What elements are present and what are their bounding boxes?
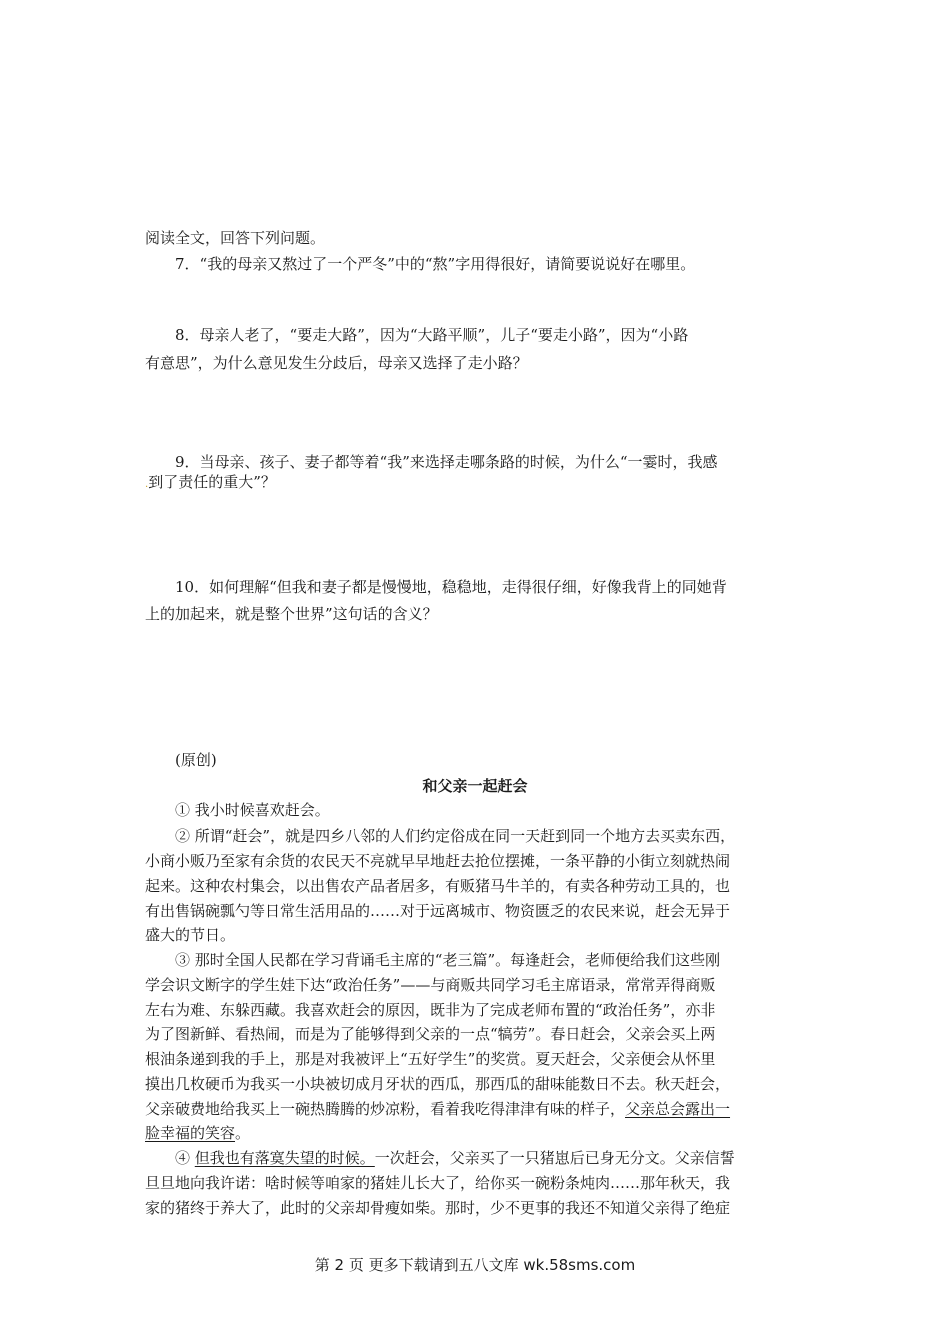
article-title: 和父亲一起赶会 bbox=[422, 777, 528, 795]
reading-instruction: 阅读全文，回答下列问题。 bbox=[145, 229, 326, 247]
paragraph-3-line-4: 为了图新鲜、看热闹，而是为了能够得到父亲的一点“犒劳”。春日赶会，父亲会买上两 bbox=[145, 1025, 716, 1043]
paragraph-2-line-3: 起来。这种农村集会，以出售农产品者居多，有贩猪马牛羊的，有卖各种劳动工具的，也 bbox=[145, 877, 731, 895]
question-10-line-1: 10．如何理解“但我和妻子都是慢慢地，稳稳地，走得很仔细，好像我背上的同她背 bbox=[175, 578, 727, 596]
paragraph-3-line-8: 脸幸福的笑容。 bbox=[145, 1124, 251, 1142]
paragraph-2-line-2: 小商小贩乃至家有余货的农民天不亮就早早地赶去抢位摆摊，一条平静的小街立刻就热闹 bbox=[145, 852, 731, 870]
article-source: (原创) bbox=[175, 751, 217, 769]
paragraph-1: ① 我小时候喜欢赶会。 bbox=[175, 801, 330, 819]
annotation-mark: . bbox=[145, 479, 149, 490]
question-9-line-2: .到了责任的重大”？ bbox=[145, 473, 276, 491]
question-10-line-2: 上的加起来，就是整个世界”这句话的含义？ bbox=[145, 605, 438, 623]
paragraph-3-line-3: 左右为难、东躲西藏。我喜欢赶会的原因，既非为了完成老师布置的“政治任务”，亦非 bbox=[145, 1001, 716, 1019]
paragraph-4-line-1: ④ 但我也有落寞失望的时候。一次赶会，父亲买了一只猪崽后已身无分文。父亲信誓 bbox=[175, 1149, 735, 1167]
underlined-phrase: 但我也有落寞失望的时候。 bbox=[194, 1149, 375, 1167]
paragraph-2-line-5: 盛大的节日。 bbox=[145, 926, 236, 944]
underlined-phrase: 父亲总会露出一 bbox=[625, 1100, 731, 1118]
paragraph-3-line-1: ③ 那时全国人民都在学习背诵毛主席的“老三篇”。每逢赶会，老师便给我们这些刚 bbox=[175, 951, 721, 969]
underlined-phrase: 脸幸福的笑容 bbox=[145, 1124, 236, 1142]
paragraph-2-line-4: 有出售锅碗瓢勺等日常生活用品的……对于远离城市、物资匮乏的农民来说，赶会无异于 bbox=[145, 902, 731, 920]
paragraph-3-line-7: 父亲破费地给我买上一碗热腾腾的炒凉粉，看着我吃得津津有味的样子，父亲总会露出一 bbox=[145, 1100, 731, 1118]
question-8-line-1: 8．母亲人老了，“要走大路”，因为“大路平顺”，儿子“要走小路”，因为“小路 bbox=[175, 326, 689, 344]
question-7: 7．“我的母亲又熬过了一个严冬”中的“熬”字用得很好，请简要说说好在哪里。 bbox=[175, 255, 696, 273]
question-8-line-2: 有意思”，为什么意见发生分歧后，母亲又选择了走小路？ bbox=[145, 354, 528, 372]
paragraph-4-line-2: 旦旦地向我许诺：啥时候等咱家的猪娃儿长大了，给你买一碗粉条炖肉……那年秋天，我 bbox=[145, 1174, 731, 1192]
paragraph-4-line-3: 家的猪终于养大了，此时的父亲却骨瘦如柴。那时，少不更事的我还不知道父亲得了绝症 bbox=[145, 1199, 731, 1217]
paragraph-3-line-5: 根油条递到我的手上，那是对我被评上“五好学生”的奖赏。夏天赶会，父亲便会从怀里 bbox=[145, 1050, 716, 1068]
question-9-line-1: 9．当母亲、孩子、妻子都等着“我”来选择走哪条路的时候，为什么“一霎时，我感 bbox=[175, 453, 718, 471]
page-footer: 第 2 页 更多下载请到五八文库 wk.58sms.com bbox=[314, 1256, 636, 1274]
paragraph-3-line-6: 摸出几枚硬币为我买一小块被切成月牙状的西瓜，那西瓜的甜味能数日不去。秋天赶会， bbox=[145, 1075, 731, 1093]
paragraph-2-line-1: ② 所谓“赶会”，就是四乡八邻的人们约定俗成在同一天赶到同一个地方去买卖东西， bbox=[175, 827, 736, 845]
paragraph-3-line-2: 学会识文断字的学生娃下达“政治任务”——与商贩共同学习毛主席语录，常常弄得商贩 bbox=[145, 976, 716, 994]
